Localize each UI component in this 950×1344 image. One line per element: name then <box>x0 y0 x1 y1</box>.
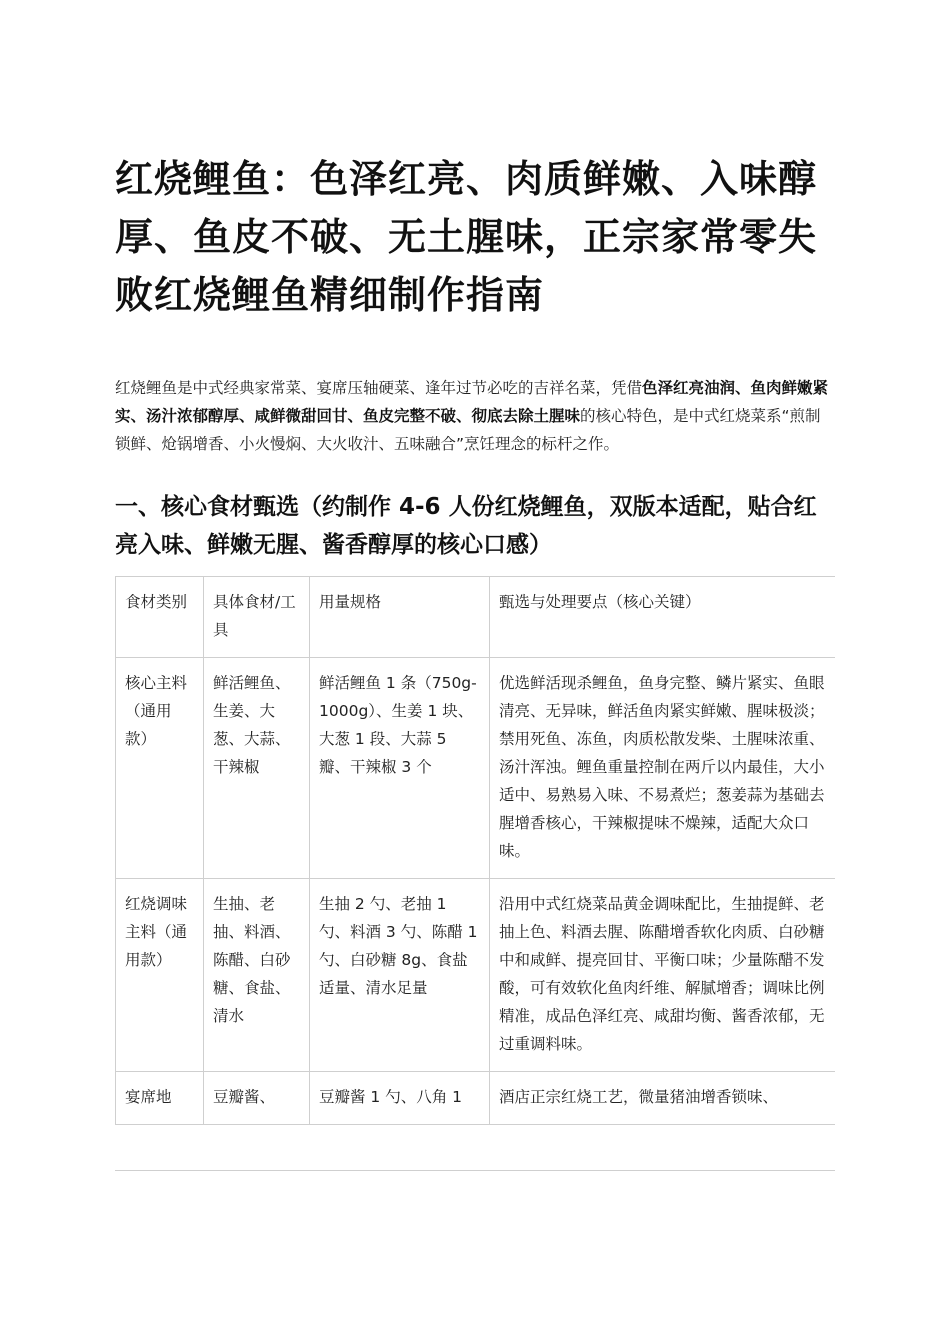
document-page <box>115 150 835 1171</box>
header-amount: 用量规格 <box>310 577 490 658</box>
intro-text-2: 的核心特色，是中式红烧菜系“煎制锁鲜、炝锅增香、小火慢焖、大火收汁、五味融合”烹饪理念的标杆之作。 <box>115 407 821 453</box>
cell-category: 红烧调味主料（通用款） <box>116 879 204 1072</box>
cell-notes: 优选鲜活现杀鲤鱼，鱼身完整、鳞片紧实、鱼眼清亮、无异味，鲜活鱼肉紧实鲜嫩、腥味极淡；禁用死鱼、冻鱼，肉质松散发柴、土腥味浓重、汤汁浑浊。鲤鱼重量控制在两斤以内最佳，大小适中、易熟易入味、不易煮烂；葱姜蒜为基础去腥增香核心，干辣椒提味不燥辣，适配大众口味。 <box>490 658 836 879</box>
cell-items: 鲜活鲤鱼、生姜、大葱、大蒜、干辣椒 <box>204 658 310 879</box>
section-heading-ingredients: 一、核心食材甄选（约制作 4-6 人份红烧鲤鱼，双版本适配，贴合红亮入味、鲜嫩无腥、酱香醇厚的核心口感） <box>115 494 817 558</box>
table-row <box>116 658 836 879</box>
cell-amount: 生抽 2 勺、老抽 1 勺、料酒 3 勺、陈醋 1 勺、白砂糖 8g、食盐适量、清水足量 <box>310 879 490 1072</box>
ingredients-table-wrapper <box>115 576 835 1171</box>
page-title: 红烧鲤鱼：色泽红亮、肉质鲜嫩、入味醇厚、鱼皮不破、无土腥味，正宗家常零失败红烧鲤鱼精细制作指南 <box>115 157 818 317</box>
intro-text-1: 红烧鲤鱼是中式经典家常菜、宴席压轴硬菜、逢年过节必吃的吉祥名菜，凭借 <box>115 379 643 397</box>
table-row <box>116 879 836 1072</box>
cell-notes: 酒店正宗红烧工艺，微量猪油增香锁味、 <box>490 1072 836 1125</box>
ingredients-table <box>115 576 835 1125</box>
cell-category: 核心主料（通用款） <box>116 658 204 879</box>
cell-amount: 豆瓣酱 1 勺、八角 1 <box>310 1072 490 1125</box>
cell-items: 生抽、老抽、料酒、陈醋、白砂糖、食盐、清水 <box>204 879 310 1072</box>
cell-amount: 鲜活鲤鱼 1 条（750g-1000g）、生姜 1 块、大葱 1 段、大蒜 5 瓣、干辣椒 3 个 <box>310 658 490 879</box>
cell-items: 豆瓣酱、 <box>204 1072 310 1125</box>
cell-notes: 沿用中式红烧菜品黄金调味配比，生抽提鲜、老抽上色、料酒去腥、陈醋增香软化肉质、白砂糖中和咸鲜、提亮回甘、平衡口味；少量陈醋不发酸，可有效软化鱼肉纤维、解腻增香；调味比例精准，成品色泽红亮、咸甜均衡、酱香浓郁，无过重调料味。 <box>490 879 836 1072</box>
header-items: 具体食材/工具 <box>204 577 310 658</box>
intro-paragraph <box>115 374 835 458</box>
header-category: 食材类别 <box>116 577 204 658</box>
cell-category: 宴席地 <box>116 1072 204 1125</box>
table-header-row <box>116 577 836 658</box>
header-notes: 甄选与处理要点（核心关键） <box>490 577 836 658</box>
intro-highlight: 色泽红亮油润、鱼肉鲜嫩紧实、汤汁浓郁醇厚、咸鲜微甜回甘、鱼皮完整不破、彻底去除土腥味 <box>115 379 829 425</box>
table-row <box>116 1072 836 1125</box>
